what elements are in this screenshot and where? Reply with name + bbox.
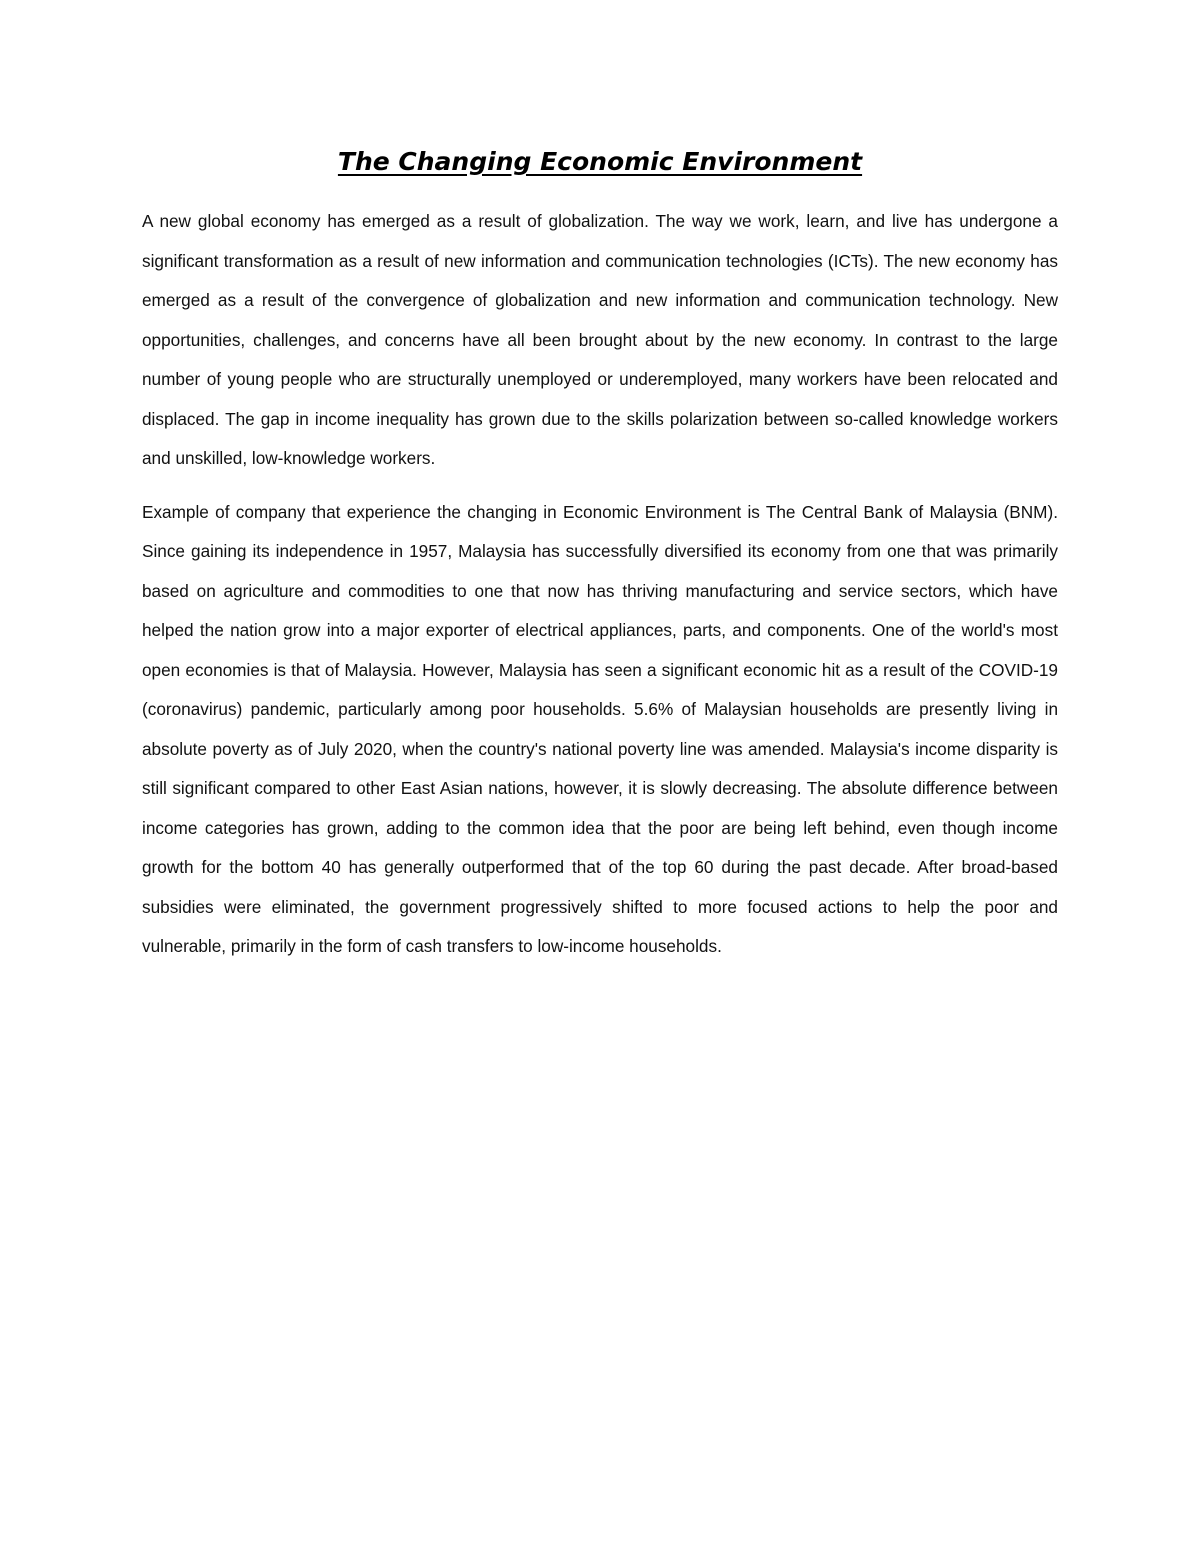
document-body	[142, 140, 1058, 981]
document-title: The Changing Economic Environment	[337, 147, 863, 176]
paragraph-example: Example of company that experience the changing in Economic Environment is The Central Bank of Malaysia (BNM). Since gaining its independence in 1957, Malaysia has successfully diversified its economy from one that was primarily based on agriculture and commodities to one that now has thriving manufacturing and service sectors, which have helped the nation grow into a major exporter of electrical appliances, parts, and components. One of the world's most open economies is that of Malaysia. However, Malaysia has seen a significant economic hit as a result of the COVID-19 (coronavirus) pandemic, particularly among poor households. 5.6% of Malaysian households are presently living in absolute poverty as of July 2020, when the country's national poverty line was amended. Malaysia's income disparity is still significant compared to other East Asian nations, however, it is slowly decreasing. The absolute difference between income categories has grown, adding to the common idea that the poor are being left behind, even though income growth for the bottom 40 has generally outperformed that of the top 60 during the past decade. After broad-based subsidies were eliminated, the government progressively shifted to more focused actions to help the poor and vulnerable, primarily in the form of cash transfers to low-income households.	[142, 501, 1058, 956]
paragraph-intro: A new global economy has emerged as a result of globalization. The way we work, learn, and live has undergone a significant transformation as a result of new information and communication technologies (ICTs). The new economy has emerged as a result of the convergence of globalization and new information and communication technology. New opportunities, challenges, and concerns have all been brought about by the new economy. In contrast to the large number of young people who are structurally unemployed or underemployed, many workers have been relocated and displaced. The gap in income inequality has grown due to the skills polarization between so-called knowledge workers and unskilled, low-knowledge workers.	[142, 211, 1058, 468]
